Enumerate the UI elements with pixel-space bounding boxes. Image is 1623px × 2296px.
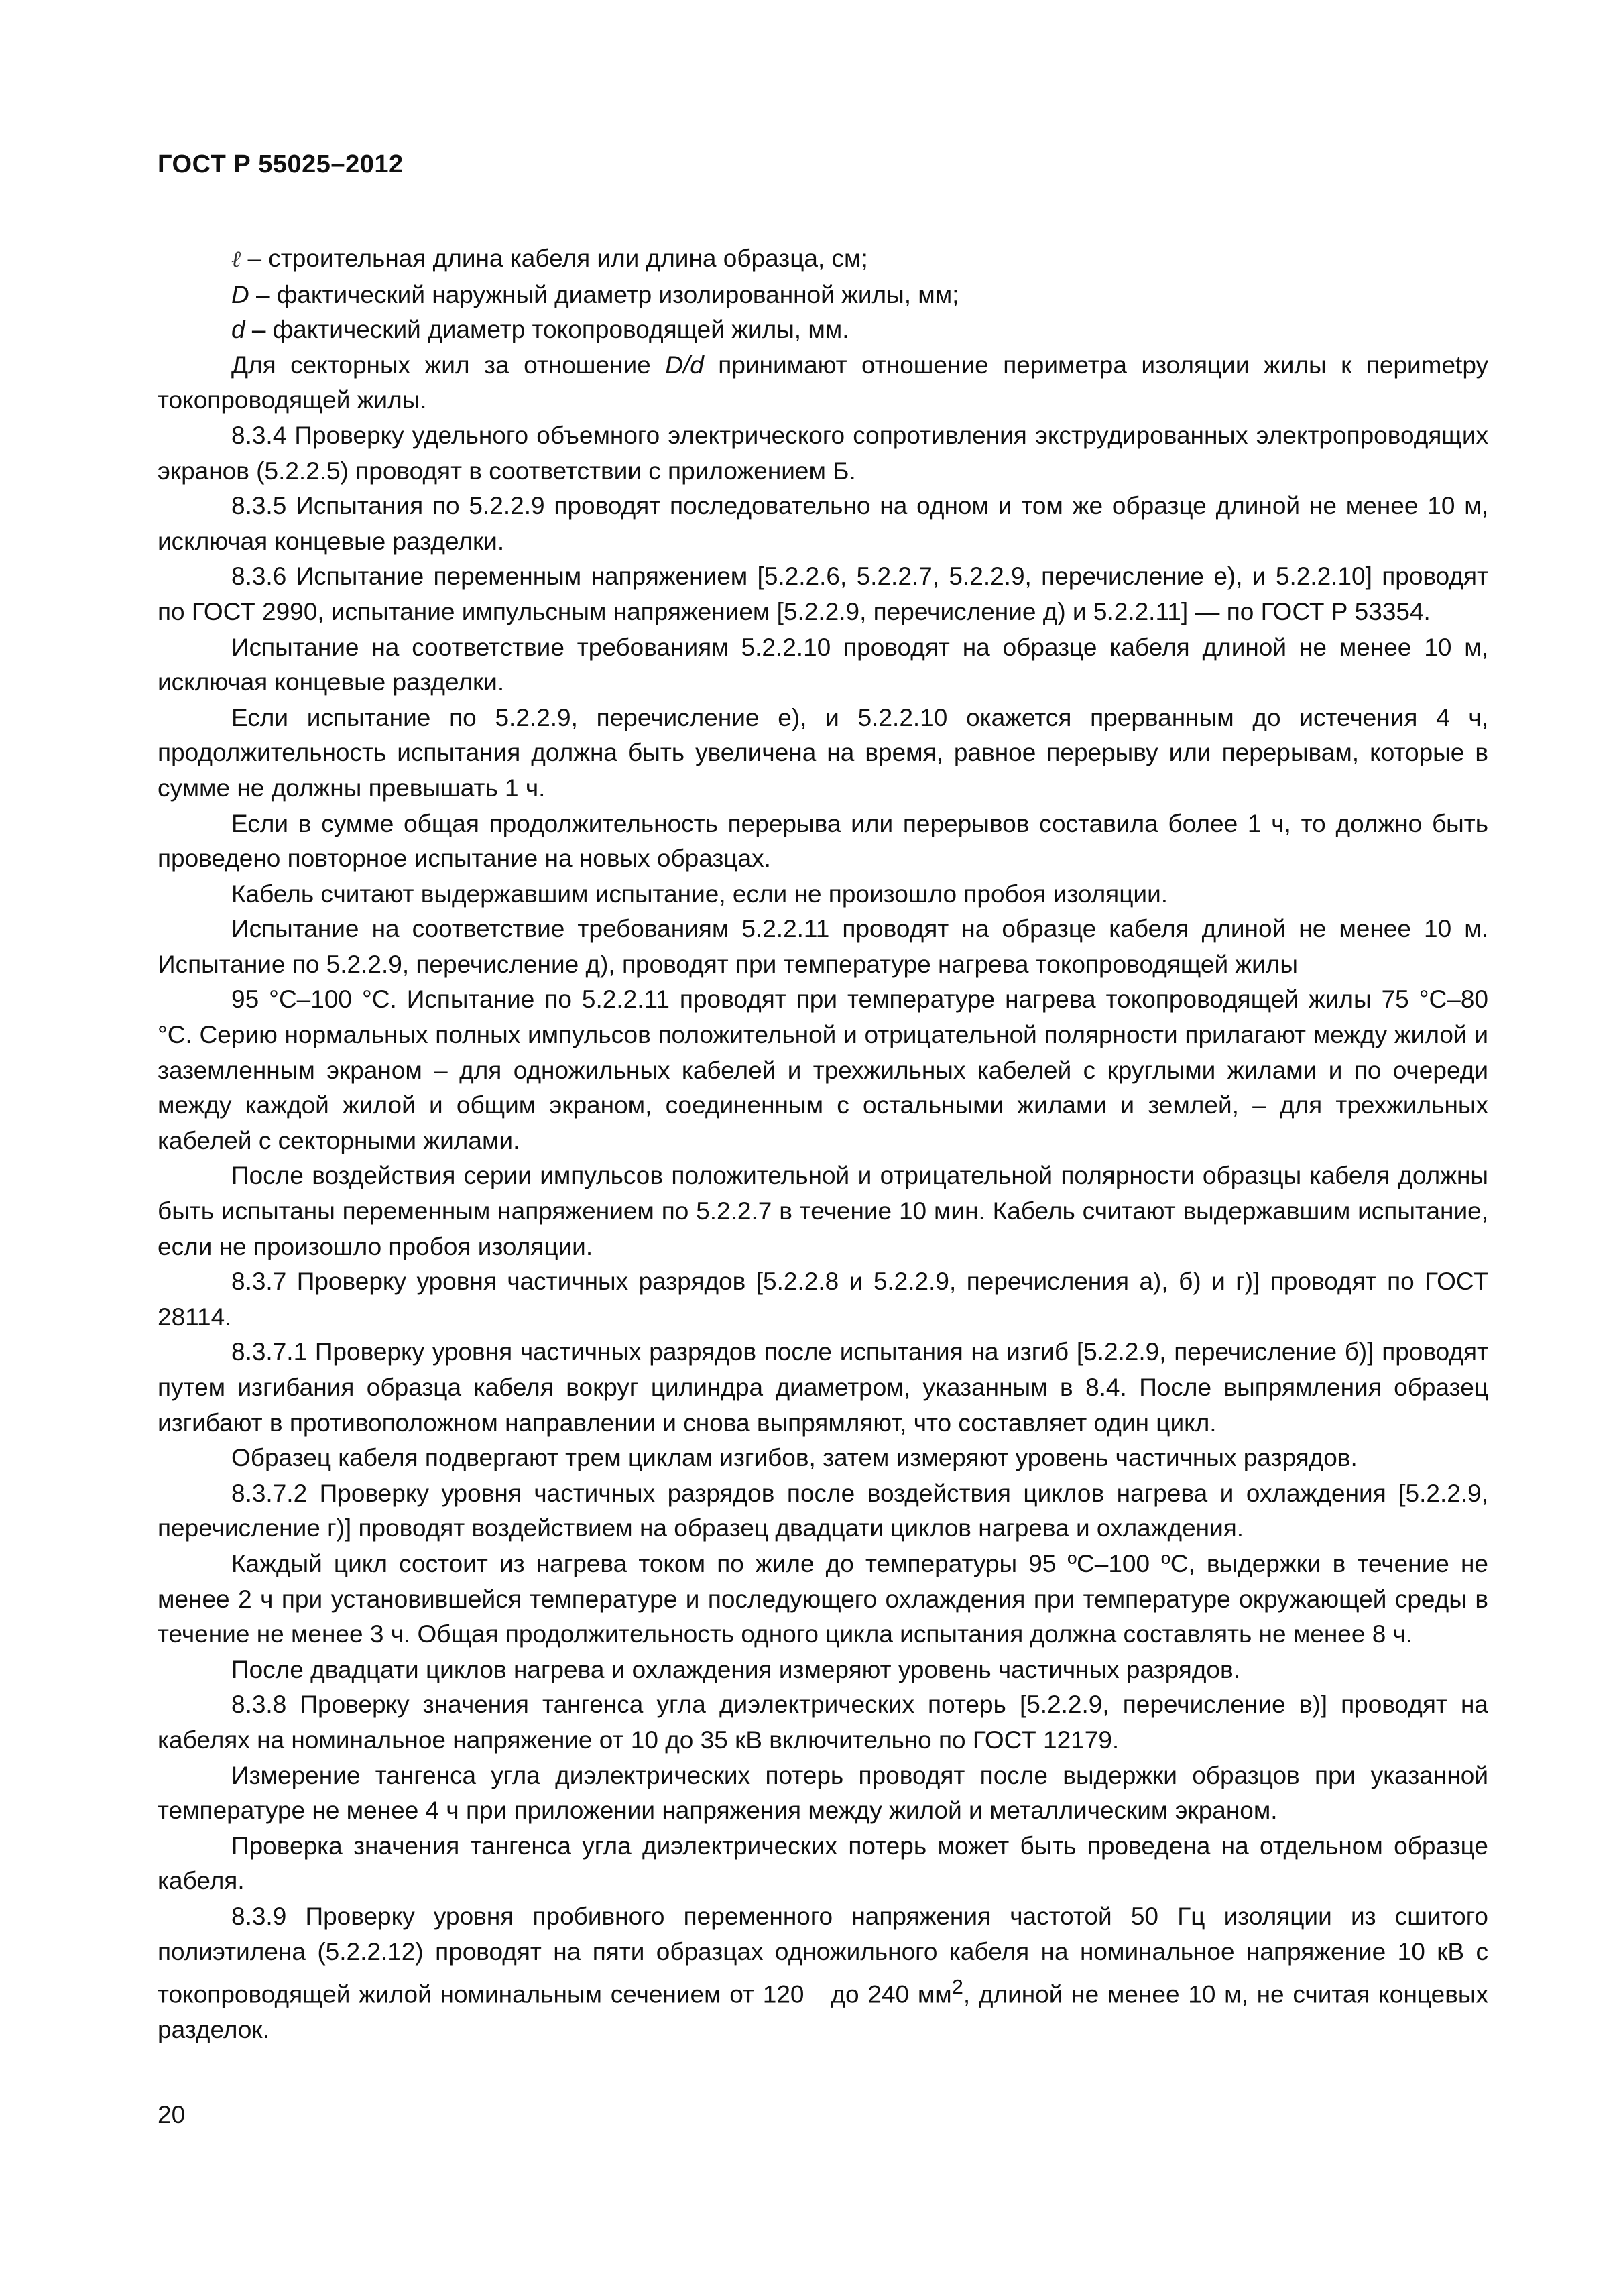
paragraph-interruption: Если испытание по 5.2.2.9, перечисление е), и 5.2.2.10 окажется прерванным до истечения 4 ч, продолжительность испытания должна быть увеличена на время, равное перерыву или перерывам, которые в сумме не должны превышать 1 ч. <box>158 703 1488 802</box>
definition-conductor-diameter: d – фактический диаметр токопроводящей жилы, мм. <box>231 316 849 344</box>
paragraph-tangent-separate-sample: Проверка значения тангенса угла диэлектрических потерь может быть проведена на отдельном образце кабеля. <box>158 1831 1488 1895</box>
paragraph-after-impulses: После воздействия серии импульсов положительной и отрицательной полярности образцы кабеля должны быть испытаны переменным напряжением по 5.2.2.7 в течение 10 мин. Кабель считают выдержавшим испытание, если не произошло пробоя изоляции. <box>158 1162 1488 1260</box>
ratio-symbol: D/d <box>665 351 704 379</box>
paragraph-heating-cycle: Каждый цикл состоит из нагрева током по жиле до температуры 95 ºС–100 ºС, выдержки в течение не менее 2 ч при установившейся температуре и последующего охлаждения при температуре окружающей среды в течение не менее 3 ч. Общая продолжительность одного цикла испытания должна составлять не менее 8 ч. <box>158 1549 1488 1648</box>
page-number: 20 <box>158 2101 186 2128</box>
superscript-squared: 2 <box>951 1975 963 1999</box>
paragraph-8-3-7: 8.3.7 Проверку уровня частичных разрядов [5.2.2.8 и 5.2.2.9, перечисления а), б) и г)] проводят по ГОСТ 28114. <box>158 1268 1488 1331</box>
paragraph-after-twenty-cycles: После двадцати циклов нагрева и охлаждения измеряют уровень частичных разрядов. <box>231 1655 1240 1683</box>
paragraph-tangent-measurement: Измерение тангенса угла диэлектрических потерь проводят после выдержки образцов при указанной температуре не менее 4 ч при приложении напряжения между жилой и металлическим экраном. <box>158 1761 1488 1825</box>
paragraph-sector-conductors: Для секторных жил за отношение D/d принимают отношение периметра изоляции жилы к периmetру токопроводящей жилы. <box>158 351 1488 414</box>
definition-length: ℓ – строительная длина кабеля или длина образца, см; <box>231 245 868 273</box>
length-symbol: ℓ <box>231 246 241 273</box>
paragraph-test-5-2-2-10: Испытание на соответствие требованиям 5.2.2.10 проводят на образце кабеля длиной не менее 10 м, исключая концевые разделки. <box>158 633 1488 697</box>
document-header: ГОСТ Р 55025–2012 <box>158 150 404 178</box>
paragraph-bending-cycles: Образец кабеля подвергают трем циклам изгибов, затем измеряют уровень частичных разрядов. <box>231 1444 1358 1472</box>
paragraph-test-5-2-2-11: Испытание на соответствие требованиям 5.2.2.11 проводят на образце кабеля длиной не менее 10 м. Испытание по 5.2.2.9, перечисление д), проводят при температуре нагрева токопроводящей жилы <box>158 915 1488 978</box>
paragraph-repeat-test: Если в сумме общая продолжительность перерыва или перерывов составила более 1 ч, то должно быть проведено повторное испытание на новых образцах. <box>158 809 1488 873</box>
document-body <box>158 241 1488 2048</box>
paragraph-8-3-7-1: 8.3.7.1 Проверку уровня частичных разрядов после испытания на изгиб [5.2.2.9, перечисление б)] проводят путем изгибания образца кабеля вокруг цилиндра диаметром, указанным в 8.4. После выпрямления образец изгибают в противоположном направлении и снова выпрямляют, что составляет один цикл. <box>158 1338 1488 1437</box>
paragraph-test-passed: Кабель считают выдержавшим испытание, если не произошло пробоя изоляции. <box>231 880 1168 908</box>
paragraph-8-3-8: 8.3.8 Проверку значения тангенса угла диэлектрических потерь [5.2.2.9, перечисление в)] проводят на кабелях на номинальное напряжение от 10 до 35 кВ включительно по ГОСТ 12179. <box>158 1691 1488 1754</box>
conductor-diameter-symbol: d <box>231 316 245 344</box>
paragraph-8-3-6: 8.3.6 Испытание переменным напряжением [5.2.2.6, 5.2.2.7, 5.2.2.9, перечисление е), и 5.2.2.10] проводят по ГОСТ 2990, испытание импульсным напряжением [5.2.2.9, перечисление д) и 5.2.2.11] — по ГОСТ Р 53354. <box>158 562 1488 625</box>
outer-diameter-symbol: D <box>231 280 249 308</box>
definition-outer-diameter: D – фактический наружный диаметр изолированной жилы, мм; <box>231 280 959 308</box>
paragraph-temperature-impulses: 95 °С–100 °С. Испытание по 5.2.2.11 проводят при температуре нагрева токопроводящей жилы 75 °С–80 °С. Серию нормальных полных импульсов положительной и отрицательной полярности прилагают между жилой и заземленным экраном – для одножильных кабелей и трехжильных кабелей с круглыми жилами и по очереди между каждой жилой и общим экраном, соединенным с остальными жилами и землей, – для трехжильных кабелей с секторными жилами. <box>158 985 1488 1154</box>
paragraph-8-3-4: 8.3.4 Проверку удельного объемного электрического сопротивления экструдированных электропроводящих экранов (5.2.2.5) проводят в соответствии с приложением Б. <box>158 421 1488 485</box>
paragraph-8-3-5: 8.3.5 Испытания по 5.2.2.9 проводят последовательно на одном и том же образце длиной не менее 10 м, исключая концевые разделки. <box>158 492 1488 555</box>
paragraph-8-3-7-2: 8.3.7.2 Проверку уровня частичных разрядов после воздействия циклов нагрева и охлаждения [5.2.2.9, перечисление г)] проводят воздействием на образец двадцати циклов нагрева и охлаждения. <box>158 1479 1488 1543</box>
paragraph-8-3-9: 8.3.9 Проверку уровня пробивного переменного напряжения частотой 50 Гц изоляции из сшитого полиэтилена (5.2.2.12) проводят на пяти образцах одножильного кабеля на номинальное напряжение 10 кВ с токопроводящей жилой номинальным сечением от 120 до 240 $мм^2$, длиной не менее 10 м, не считая концевых разделок. <box>158 1902 1488 2044</box>
